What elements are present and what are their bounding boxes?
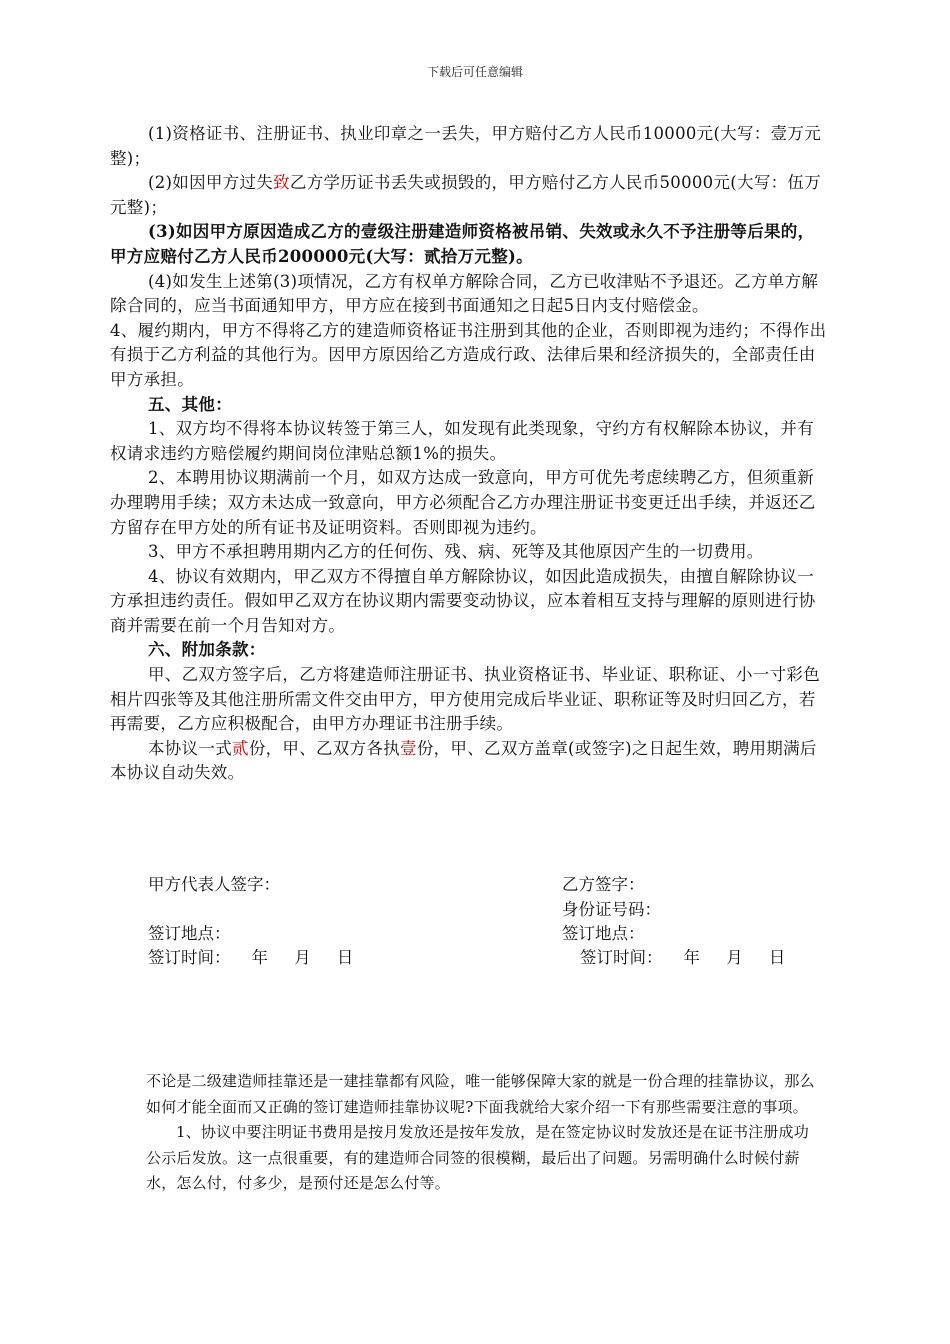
additional-2 — [110, 737, 830, 786]
clause-3: (3)如因甲方原因造成乙方的壹级注册建造师资格被吊销、失效或永久不予注册等后果的，甲方应赔付乙方人民币200000元(大写：贰拾万元整)。 — [110, 222, 815, 266]
party-b-place-label: 签订地点： — [562, 924, 645, 943]
clause-4: (4)如发生上述第(3)项情况，乙方有权单方解除合同，乙方已收津贴不予退还。乙方单方解除合同的，应当书面通知甲方，甲方应在接到书面通知之日起5日内支付赔偿金。 — [110, 271, 819, 316]
additional-2-part-b: 份，甲、乙双方各执 — [248, 738, 401, 758]
each-copy-red: 壹 — [400, 738, 417, 758]
party-a-signature-label: 甲方代表人签字： — [148, 875, 280, 894]
other-3: 3、甲方不承担聘用期内乙方的任何伤、残、病、死等及其他原因产生的一切费用。 — [148, 542, 764, 562]
party-b-date-label: 签订时间： 年 月 日 — [580, 948, 786, 967]
clause-2-part-b: 乙方学历证书丢失或损毁的，甲方赔付乙方人民币50000元(大写：伍万元整)； — [110, 173, 822, 217]
page-header: 下载后可任意编辑 — [426, 65, 523, 79]
clause-2 — [110, 171, 830, 220]
copies-count-red: 贰 — [232, 738, 249, 758]
clause-2-part-a: (2)如因甲方过失 — [148, 173, 274, 193]
clause-1: (1)资格证书、注册证书、执业印章之一丢失，甲方赔付乙方人民币10000元(大写：壹万元整)； — [110, 124, 821, 168]
additional-1: 甲、乙双方签字后，乙方将建造师注册证书、执业资格证书、毕业证、职称证、小一寸彩色相片四张等及其他注册所需文件交由甲方，甲方使用完成后毕业证、职称证等及时归回乙方，若再需要，乙方应积极配合，由甲方办理证书注册手续。 — [110, 665, 820, 734]
additional-2-part-c: 份，甲、乙双方盖章(或签字)之日起生效，聘用期满后本协议自动失效。 — [110, 738, 817, 783]
other-4: 4、协议有效期内，甲乙双方不得擅自单方解除协议，如因此造成损失，由擅自解除协议一方承担违约责任。假如甲乙双方在协议期内需要变动协议，应本着相互支持与理解的原则进行协商并需要在前一个月告知对方。 — [110, 566, 816, 635]
agreement-body — [110, 122, 830, 786]
clause-2-red-char: 致 — [273, 173, 290, 193]
party-a-date-label: 签订时间： 年 月 日 — [148, 948, 354, 967]
advice-intro: 不论是二级建造师挂靠还是一建挂靠都有风险，唯一能够保障大家的就是一份合理的挂靠协议，那么如何才能全面而又正确的签订建造师挂靠协议呢?下面我就给大家介绍一下有那些需要注意的事项。 — [146, 1072, 815, 1116]
article-4: 4、履约期内，甲方不得将乙方的建造师资格证书注册到其他的企业，否则即视为违约；不得作出有损于乙方利益的其他行为。因甲方原因给乙方造成行政、法律后果和经济损失的，全部责任由甲方承担。 — [110, 320, 827, 389]
party-b-signature-label: 乙方签字： — [562, 875, 645, 894]
other-2: 2、本聘用协议期满前一个月，如双方达成一致意向，甲方可优先考虑续聘乙方，但须重新办理聘用手续；双方未达成一致意向，甲方必须配合乙方办理注册证书变更迁出手续，并返还乙方留存在甲方处的所有证书及证明资料。否则即视为违约。 — [110, 468, 816, 537]
section-5-heading: 五、其他： — [148, 394, 232, 414]
advice-point-1: 1、协议中要注明证书费用是按月发放还是按年发放，是在签定协议时发放还是在证书注册成功公示后发放。这一点很重要，有的建造师合同签的很模糊，最后出了问题。另需明确什么时候付薪水，怎么付，付多少，是预付还是怎么付等。 — [146, 1123, 809, 1192]
advice-note — [146, 1069, 816, 1197]
other-1: 1、双方均不得将本协议转签于第三人，如发现有此类现象，守约方有权解除本协议，并有权请求违约方赔偿履约期间岗位津贴总额1%的损失。 — [110, 419, 814, 463]
id-number-label: 身份证号码： — [562, 900, 661, 919]
additional-2-part-a: 本协议一式 — [148, 738, 232, 758]
party-a-place-label: 签订地点： — [148, 924, 231, 943]
section-6-heading: 六、附加条款： — [148, 640, 266, 660]
